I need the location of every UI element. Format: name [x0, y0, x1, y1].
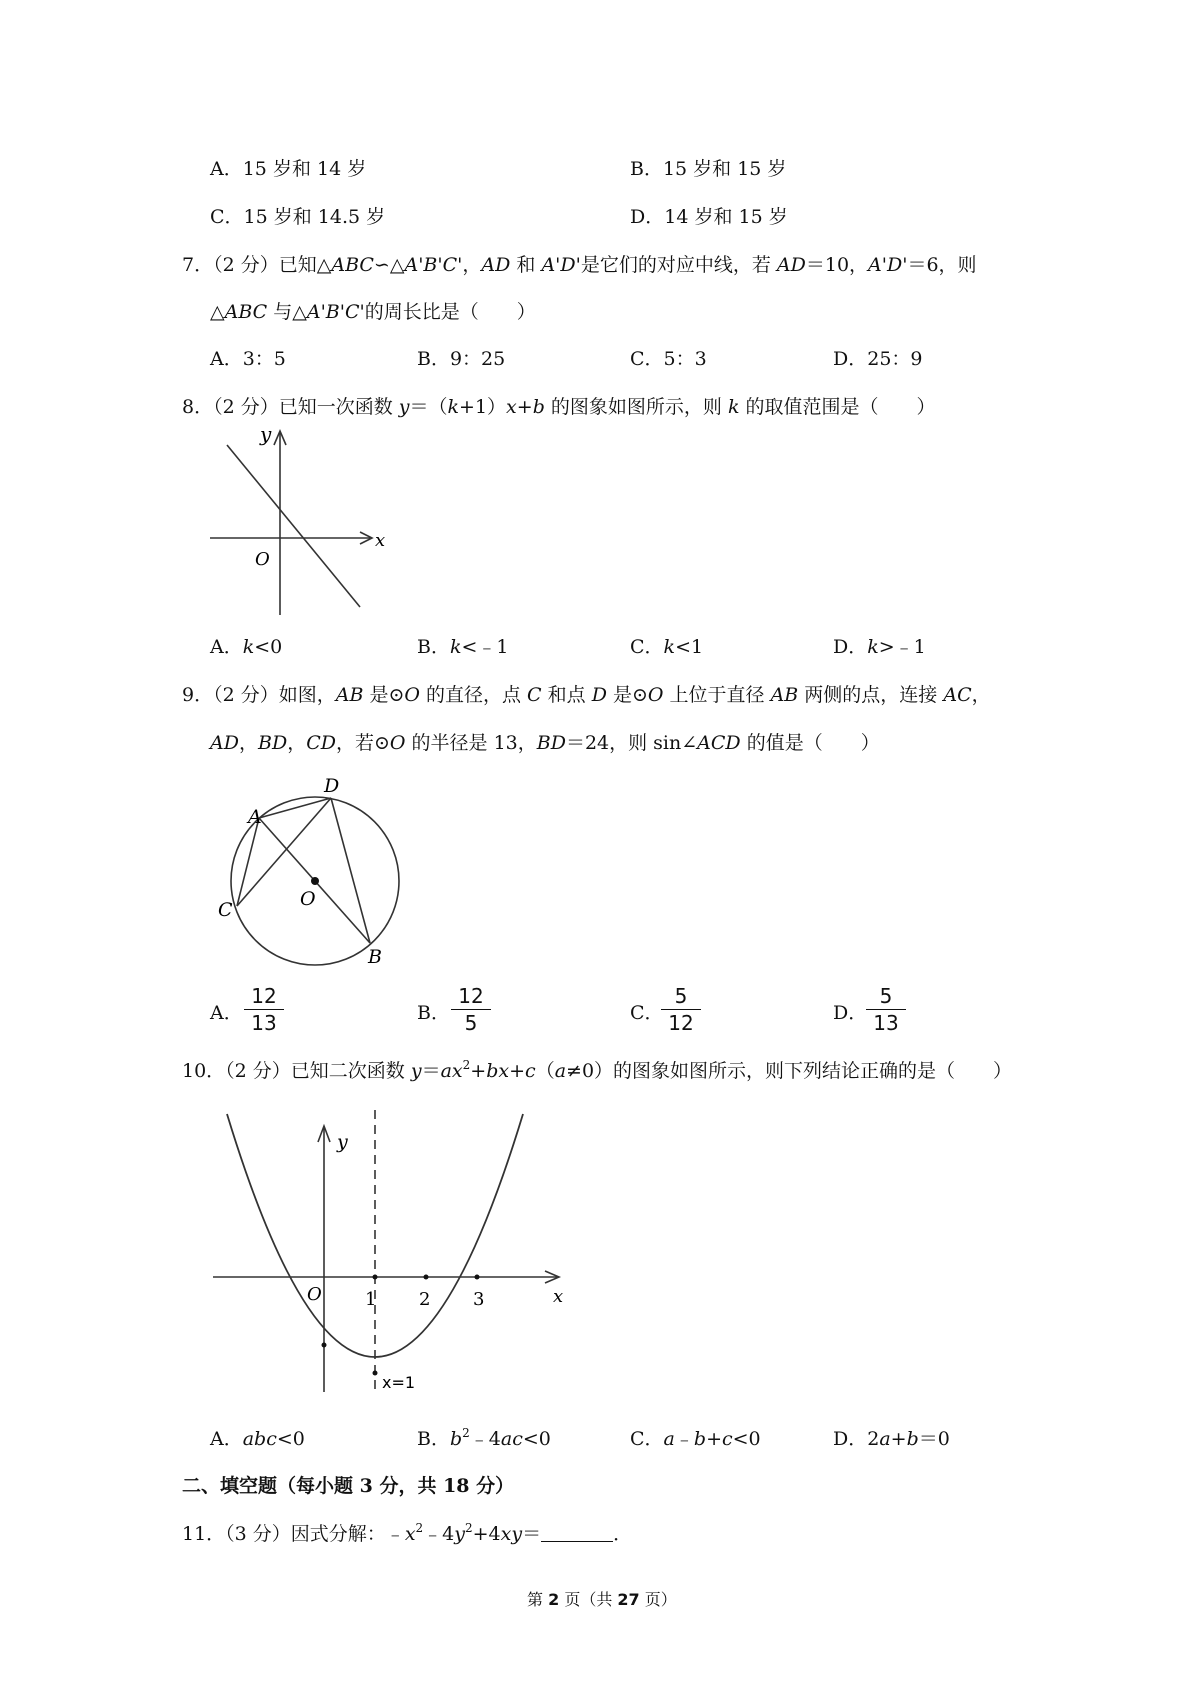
q9-option-d-fraction: 5 13	[866, 985, 906, 1034]
q9-fig-point-b: B	[368, 946, 382, 968]
q8-option-a: A．k<0	[210, 636, 283, 658]
q10-fig-tick-1: 1	[365, 1289, 377, 1310]
section-title-fill-in: 二、填空题（每小题 3 分，共 18 分）	[182, 1475, 515, 1497]
q9-option-a-label: A．	[210, 1002, 243, 1024]
q10-fig-tick-3: 3	[473, 1289, 485, 1310]
q8-fig-origin-label: O	[255, 549, 270, 570]
q8-fig-y-label: y	[260, 422, 272, 446]
q6-option-c: C．15 岁和 14.5 岁	[210, 206, 386, 228]
q9-option-c-label: C．	[630, 1002, 664, 1024]
q11-stem: 11．（3 分）因式分解：$﹣x^2﹣4y^2+4xy=$ ．	[182, 1521, 633, 1545]
q9-option-a-fraction: 12 13	[244, 985, 284, 1034]
q7-option-d: D．25：9	[833, 348, 923, 370]
q9-fig-point-d: D	[324, 775, 340, 797]
q6-option-a: A．15 岁和 14 岁	[210, 158, 367, 180]
q10-option-c: C．a﹣b+c<0	[630, 1428, 761, 1450]
q10-fig-tick-2: 2	[419, 1289, 431, 1310]
q9-fig-point-a: A	[248, 806, 262, 828]
q9-option-b-label: B．	[417, 1002, 450, 1024]
q6-option-b: B．15 岁和 15 岁	[630, 158, 787, 180]
q10-parabola-graph	[205, 1100, 565, 1400]
q7-option-b: B．9：25	[417, 348, 506, 370]
q9-option-d-label: D．	[833, 1002, 868, 1024]
q10-option-b: B．$b^2﹣4ac<0$	[417, 1426, 551, 1450]
q11-answer-blank	[541, 1525, 613, 1542]
q6-option-d: D．14 岁和 15 岁	[630, 206, 788, 228]
q8-option-c: C．k<1	[630, 636, 704, 658]
q7-option-c: C．5：3	[630, 348, 707, 370]
q9-circle-figure	[210, 775, 410, 975]
q10-stem: 10．（2 分）已知二次函数 $y=ax^2+bx+c(a\ne 0)$的图象如图所示，则下列结论正确的是（ ）	[182, 1058, 1013, 1082]
q9-option-b-fraction: 12 5	[451, 985, 491, 1034]
q10-fig-origin-label: O	[307, 1284, 322, 1305]
q10-option-a: A．abc<0	[210, 1428, 305, 1450]
q8-fig-x-label: x	[375, 530, 386, 551]
q8-option-b: B．k<﹣1	[417, 636, 509, 658]
q9-stem-line1: 9．（2 分）如图，AB 是⊙O 的直径，点 C 和点 D 是⊙O 上位于直径 AB 两侧的点，连接 AC，	[182, 684, 991, 706]
q8-stem: 8．（2 分）已知一次函数 y＝（k+1）x+b 的图象如图所示，则 k 的取值范围是（ ）	[182, 396, 936, 418]
q8-linear-graph	[200, 422, 400, 625]
q9-fig-point-c: C	[218, 899, 233, 921]
q10-fig-y-label: y	[337, 1131, 348, 1153]
q7-stem-line1: 7．（2 分）已知△ABC∽△A'B'C'，AD 和 A'D'是它们的对应中线，若 AD＝10，A'D'＝6，则	[182, 254, 977, 276]
q8-option-d: D．k>﹣1	[833, 636, 926, 658]
q9-fig-center-o: O	[300, 888, 316, 910]
q9-stem-line2: AD，BD，CD，若⊙O 的半径是 13，BD＝24，则 sin∠ACD 的值是（ ）	[210, 732, 880, 754]
q9-option-c-fraction: 5 12	[661, 985, 701, 1034]
q10-fig-axis-of-symmetry-label: x=1	[382, 1373, 416, 1392]
q7-stem-line2: △ABC 与△A'B'C'的周长比是（ ）	[210, 301, 536, 323]
q10-option-d: D．2a+b＝0	[833, 1428, 950, 1450]
q10-fig-x-label: x	[553, 1286, 564, 1307]
page-footer: 第 2 页（共 27 页）	[527, 1590, 677, 1609]
q7-option-a: A．3：5	[210, 348, 286, 370]
